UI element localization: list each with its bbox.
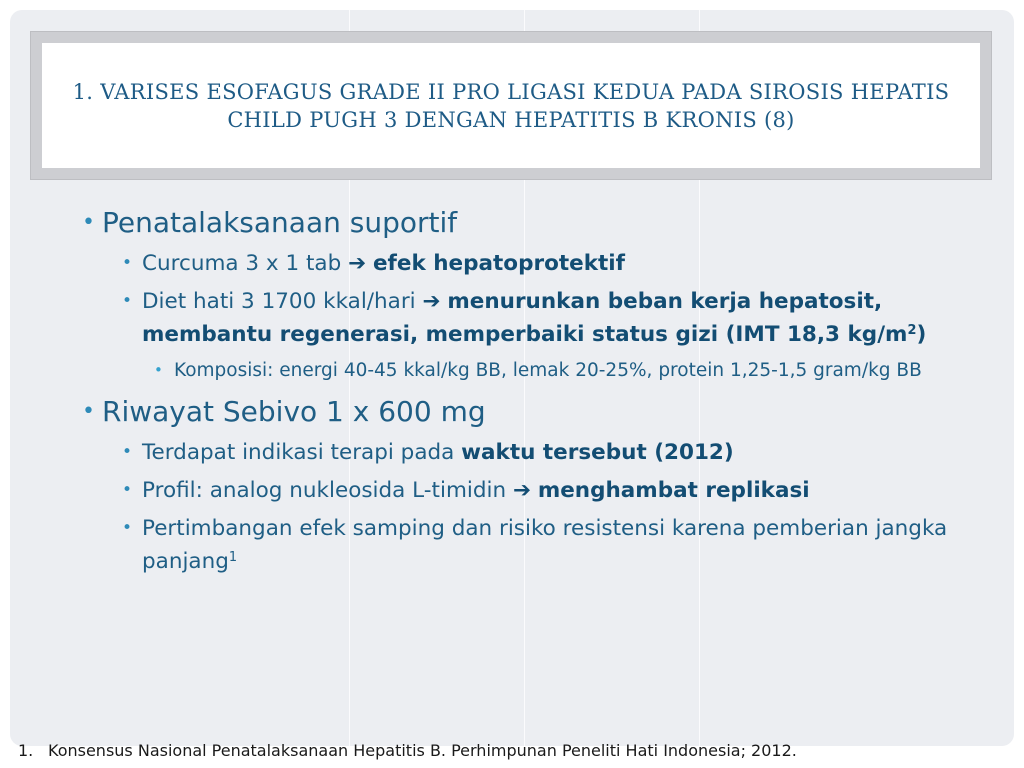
item-text: Curcuma 3 x 1 tab [142, 251, 349, 276]
bullet-riwayat [74, 395, 974, 429]
bullet-diet [74, 285, 974, 351]
bullet-icon: • [122, 480, 133, 500]
footnote-text: Konsensus Nasional Penatalaksanaan Hepatitis B. Perhimpunan Peneliti Hati Indonesia; 2012. [48, 741, 797, 760]
arrow-icon: ➔ [348, 251, 367, 276]
bullet-indikasi [74, 436, 974, 469]
bullet-komposisi [74, 356, 949, 385]
arrow-icon: ➔ [512, 478, 531, 503]
bullet-penatalaksanaan [74, 206, 974, 240]
arrow-icon: ➔ [422, 289, 441, 314]
item-text: Profil: analog nukleosida L-timidin [142, 478, 513, 503]
bullet-icon: • [82, 210, 95, 235]
bullet-icon: • [122, 518, 133, 538]
bullet-icon: • [82, 399, 95, 424]
item-bold-text: menurunkan beban kerja hepatosit, membantu regenerasi, memperbaiki status gizi (IMT 18,3 kg/m [142, 289, 908, 347]
item-bold-text: menghambat replikasi [537, 478, 810, 503]
slide [10, 10, 1014, 746]
bullet-icon: • [154, 361, 163, 379]
footnote [18, 740, 1018, 762]
item-text: Diet hati 3 1700 kkal/hari [142, 289, 423, 314]
superscript: 2 [907, 322, 917, 338]
slide-content [74, 206, 974, 583]
heading-text: Penatalaksanaan suportif [102, 206, 458, 239]
footnote-number: 1. [18, 741, 34, 760]
bullet-icon: • [122, 291, 133, 311]
title-frame [30, 31, 992, 180]
item-bold-text: efek hepatoprotektif [372, 251, 625, 276]
bullet-icon: • [122, 442, 133, 462]
bullet-icon: • [122, 253, 133, 273]
bullet-pertimbangan [74, 512, 974, 578]
bullet-curcuma [74, 247, 974, 280]
item-text: Terdapat indikasi terapi pada [142, 440, 462, 465]
item-bold-end: ) [916, 322, 927, 347]
bullet-profil [74, 474, 974, 507]
heading-text: Riwayat Sebivo 1 x 600 mg [102, 395, 486, 428]
item-bold-text: waktu tersebut (2012) [461, 440, 734, 465]
sub-item-text: Komposisi: energi 40-45 kkal/kg BB, lemak 20-25%, protein 1,25-1,5 gram/kg BB [174, 360, 922, 381]
title-box [42, 43, 980, 168]
superscript: 1 [228, 549, 238, 565]
slide-title: 1. VARISES ESOFAGUS GRADE II PRO LIGASI KEDUA PADA SIROSIS HEPATIS CHILD PUGH 3 DENGAN HEPATITIS B KRONIS (8) [72, 79, 950, 132]
item-text: Pertimbangan efek samping dan risiko resistensi karena pemberian jangka panjang [142, 516, 948, 574]
